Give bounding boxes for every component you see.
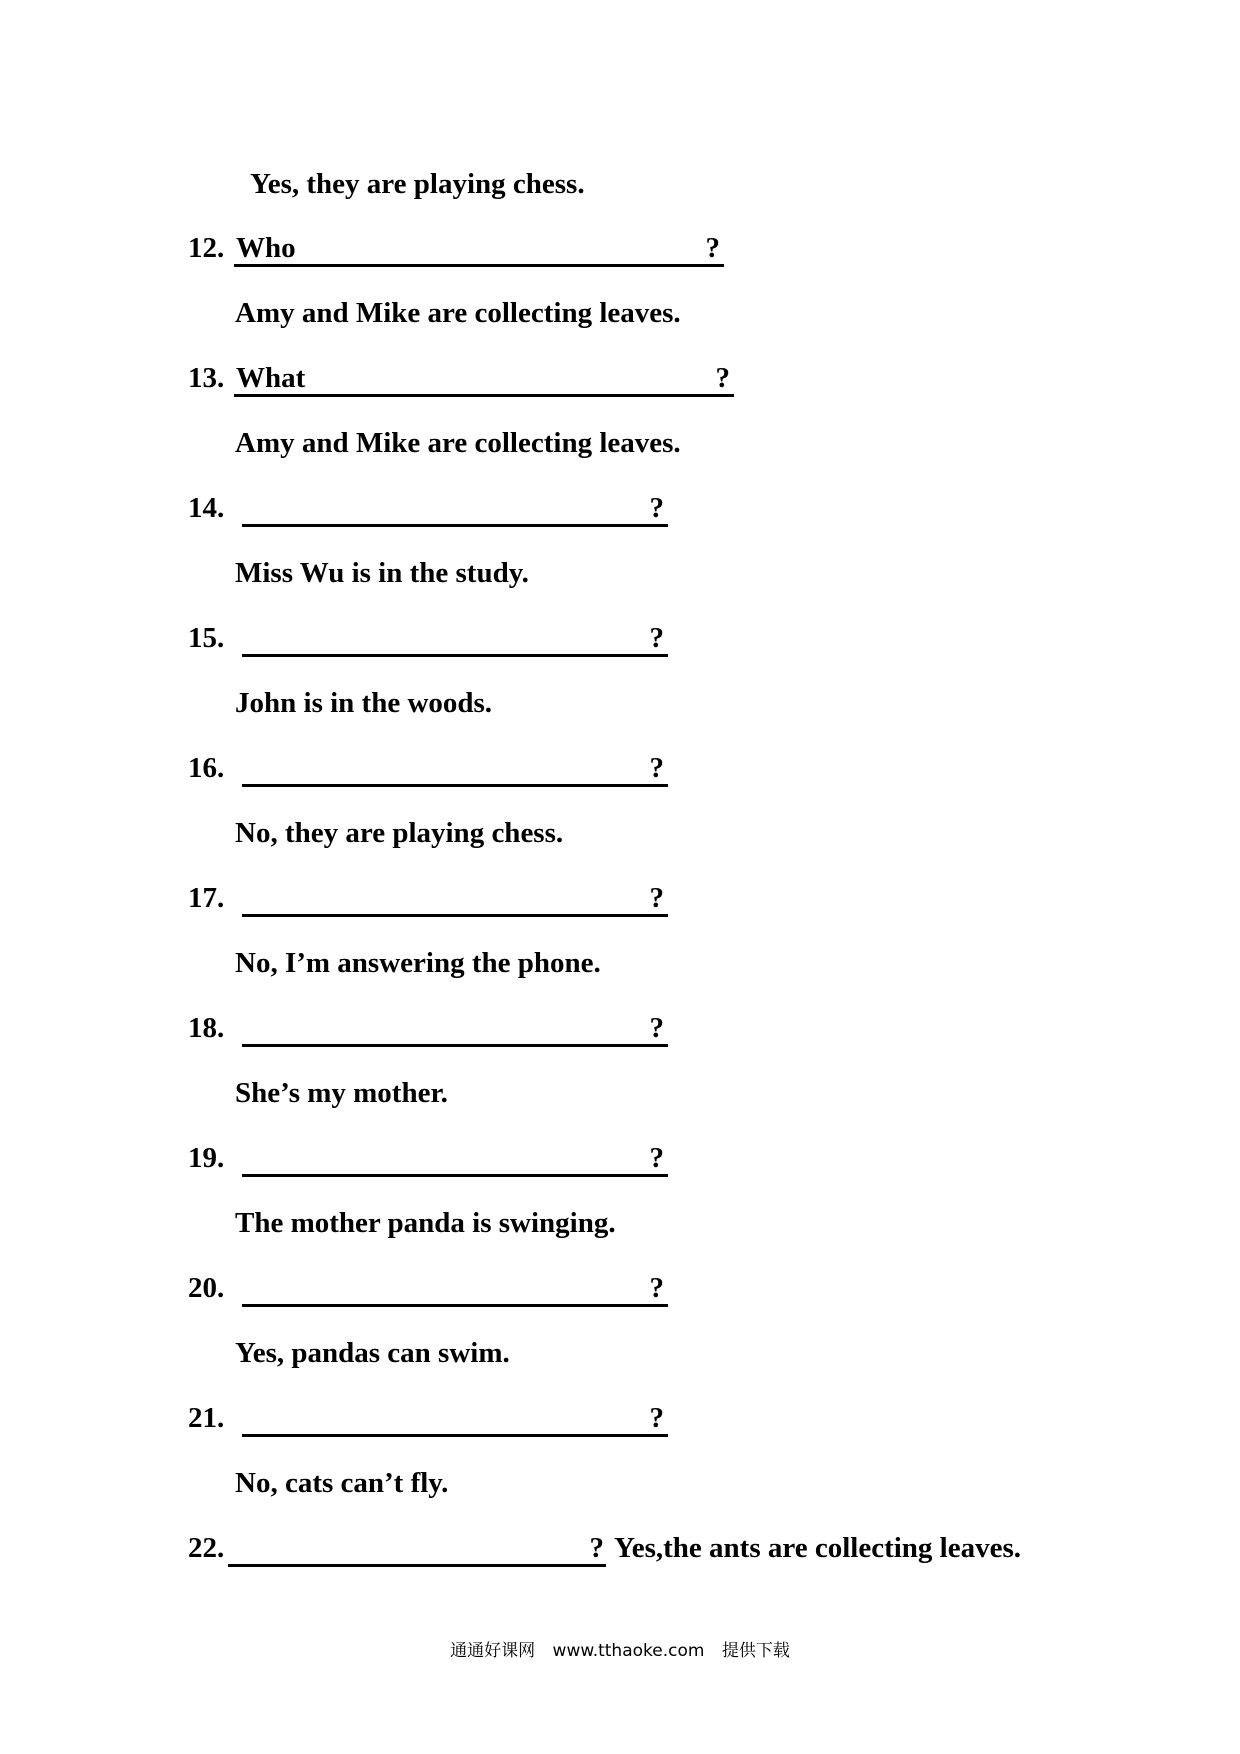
answer-22: Yes,the ants are collecting leaves. <box>614 1532 1021 1564</box>
question-number: 14. <box>188 492 225 524</box>
question-number: 22. <box>188 1532 225 1564</box>
question-mark: ? <box>589 1532 604 1564</box>
question-mark: ? <box>649 492 664 524</box>
question-number: 17. <box>188 882 225 914</box>
answer-18: She’s my mother. <box>235 1077 448 1109</box>
footer-site-name: 通通好课网 <box>450 1641 536 1661</box>
answer-blank[interactable] <box>242 880 668 917</box>
answer-blank[interactable] <box>234 230 724 267</box>
question-mark: ? <box>705 232 720 264</box>
footer-suffix: 提供下载 <box>721 1641 790 1661</box>
question-mark: ? <box>649 1272 664 1304</box>
question-number: 19. <box>188 1142 225 1174</box>
question-mark: ? <box>649 882 664 914</box>
answer-blank[interactable] <box>242 1270 668 1307</box>
answer-14: Miss Wu is in the study. <box>235 557 529 589</box>
answer-blank[interactable] <box>234 360 734 397</box>
question-number: 15. <box>188 622 225 654</box>
footer-url[interactable]: www.tthaoke.com <box>552 1641 705 1661</box>
question-mark: ? <box>649 1012 664 1044</box>
answer-16: No, they are playing chess. <box>235 817 564 849</box>
answer-19: The mother panda is swinging. <box>235 1207 616 1239</box>
answer-blank[interactable] <box>242 620 668 657</box>
answer-17: No, I’m answering the phone. <box>235 947 601 979</box>
question-number: 12. <box>188 232 225 264</box>
question-number: 13. <box>188 362 225 394</box>
answer-blank[interactable] <box>228 1530 606 1567</box>
answer-15: John is in the woods. <box>235 687 493 719</box>
question-mark: ? <box>715 362 730 394</box>
question-mark: ? <box>649 752 664 784</box>
answer-12: Amy and Mike are collecting leaves. <box>235 297 681 329</box>
question-mark: ? <box>649 1402 664 1434</box>
answer-21: No, cats can’t fly. <box>235 1467 449 1499</box>
question-number: 18. <box>188 1012 225 1044</box>
question-prefix: What <box>236 362 306 394</box>
answer-blank[interactable] <box>242 490 668 527</box>
answer-blank[interactable] <box>242 1010 668 1047</box>
answer-blank[interactable] <box>242 1400 668 1437</box>
question-prefix: Who <box>236 232 296 264</box>
question-number: 21. <box>188 1402 225 1434</box>
lead-answer: Yes, they are playing chess. <box>250 168 585 200</box>
answer-blank[interactable] <box>242 750 668 787</box>
footer <box>0 1636 1240 1661</box>
question-mark: ? <box>649 1142 664 1174</box>
answer-blank[interactable] <box>242 1140 668 1177</box>
answer-13: Amy and Mike are collecting leaves. <box>235 427 681 459</box>
question-number: 16. <box>188 752 225 784</box>
question-mark: ? <box>649 622 664 654</box>
question-number: 20. <box>188 1272 225 1304</box>
answer-20: Yes, pandas can swim. <box>235 1337 510 1369</box>
